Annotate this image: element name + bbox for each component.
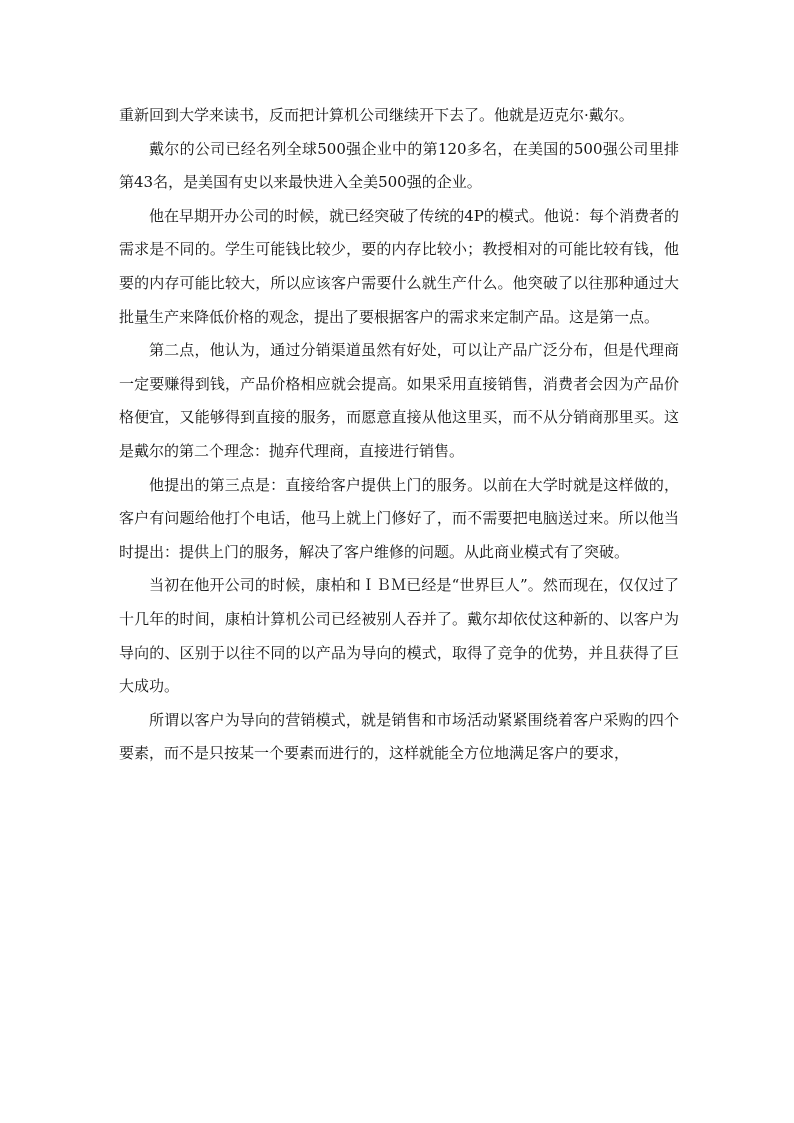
paragraph-customer-oriented: 所谓以客户为导向的营销模式，就是销售和市场活动紧紧围绕着客户采购的四个要素，而不是只按某一个要素而进行的，这样就能全方位地满足客户的要求， bbox=[119, 710, 679, 763]
paragraph-dell-ranking: 戴尔的公司已经名列全球500强企业中的第120多名，在美国的500强公司里排第43名，是美国有史以来最快进入全美500强的企业。 bbox=[119, 139, 679, 192]
paragraph-first-point: 他在早期开办公司的时候，就已经突破了传统的4P的模式。他说：每个消费者的需求是不同的。学生可能钱比较少，要的内存比较小；教授相对的可能比较有钱，他要的内存可能比较大，所以应该客户需要什么就生产什么。他突破了以往那种通过大批量生产来降低价格的观念，提出了要根据客户的需求来定制产品。这是第一点。 bbox=[119, 206, 679, 326]
paragraph-continuation: 重新回到大学来读书，反而把计算机公司继续开下去了。他就是迈克尔·戴尔。 bbox=[119, 106, 634, 124]
document-body bbox=[119, 99, 679, 771]
paragraph-compaq-ibm: 当初在他开公司的时候，康柏和ＩＢＭ已经是“世界巨人”。然而现在，仅仅过了十几年的时间，康柏计算机公司已经被别人吞并了。戴尔却依仗这种新的、以客户为导向的、区别于以往不同的以产品为导向的模式，取得了竞争的优势，并且获得了巨大成功。 bbox=[119, 576, 679, 696]
paragraph-third-point: 他提出的第三点是：直接给客户提供上门的服务。以前在大学时就是这样做的，客户有问题给他打个电话，他马上就上门修好了，而不需要把电脑送过来。所以他当时提出：提供上门的服务，解决了客户维修的问题。从此商业模式有了突破。 bbox=[119, 475, 679, 561]
paragraph-second-point: 第二点，他认为，通过分销渠道虽然有好处，可以让产品广泛分布，但是代理商一定要赚得到钱，产品价格相应就会提高。如果采用直接销售，消费者会因为产品价格便宜，又能够得到直接的服务，而愿意直接从他这里买，而不从分销商那里买。这是戴尔的第二个理念：抛弃代理商，直接进行销售。 bbox=[119, 341, 679, 460]
